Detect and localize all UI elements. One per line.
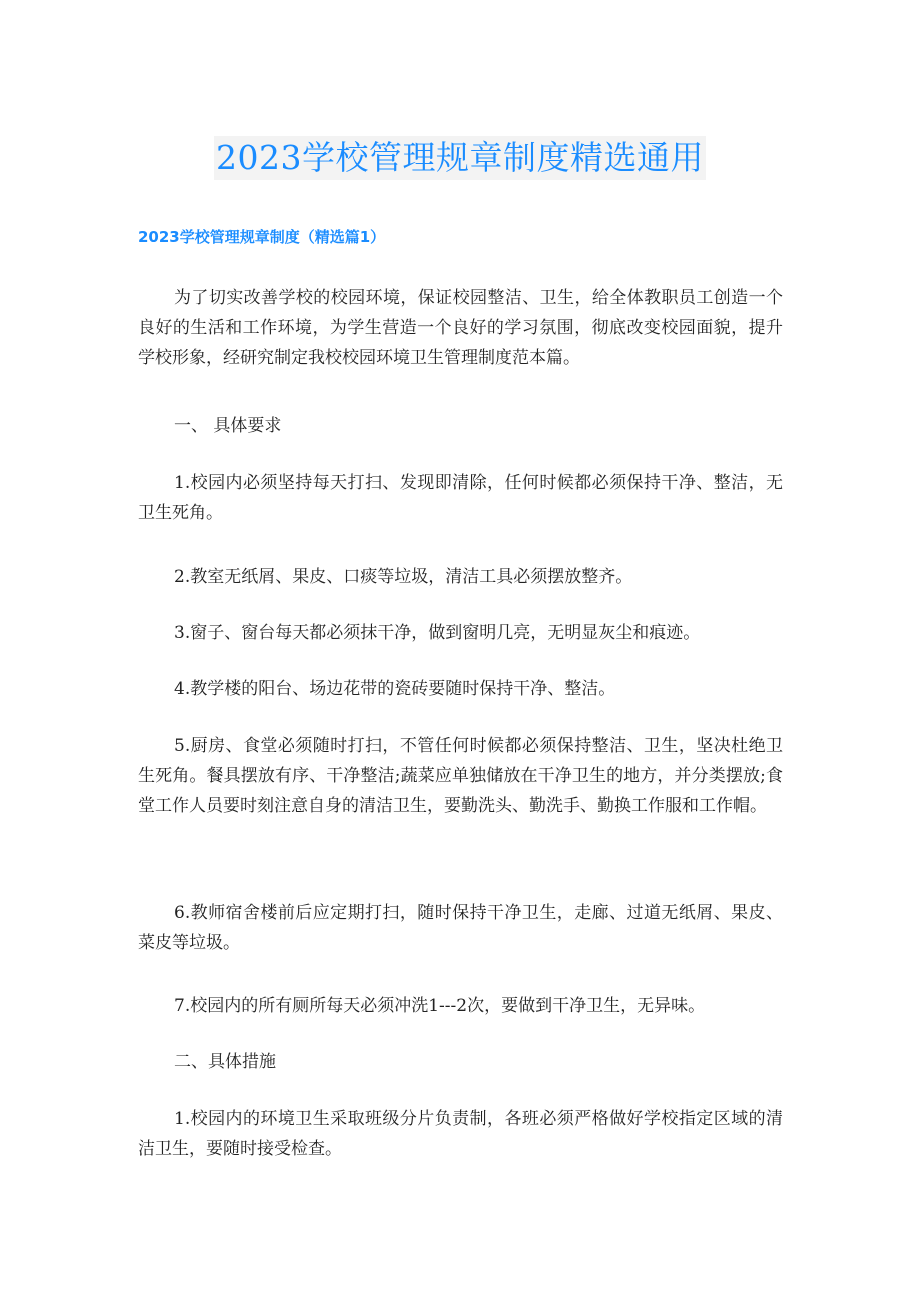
requirement-item-5: 5.厨房、食堂必须随时打扫，不管任何时候都必须保持整洁、卫生，坚决杜绝卫生死角。餐具摆放有序、干净整洁;蔬菜应单独储放在干净卫生的地方，并分类摆放;食堂工作人员要时刻注意自身的清洁卫生，要勤洗头、勤洗手、勤换工作服和工作帽。 — [138, 736, 783, 816]
document-title: 2023学校管理规章制度精选通用 — [214, 136, 706, 180]
title-container — [0, 136, 920, 180]
subheading-requirements: 一、 具体要求 — [174, 416, 282, 436]
requirement-item-6: 6.教师宿舍楼前后应定期打扫，随时保持干净卫生，走廊、过道无纸屑、果皮、菜皮等垃圾。 — [138, 903, 783, 953]
measure-item-1: 1.校园内的环境卫生采取班级分片负责制，各班必须严格做好学校指定区域的清洁卫生，要随时接受检查。 — [138, 1109, 783, 1159]
section-heading: 2023学校管理规章制度（精选篇1） — [138, 228, 386, 246]
requirement-item-7: 7.校园内的所有厕所每天必须冲洗1---2次，要做到干净卫生，无异味。 — [174, 996, 706, 1016]
requirement-item-3: 3.窗子、窗台每天都必须抹干净，做到窗明几亮，无明显灰尘和痕迹。 — [174, 623, 701, 643]
requirement-item-2: 2.教室无纸屑、果皮、口痰等垃圾，清洁工具必须摆放整齐。 — [174, 567, 633, 587]
requirement-item-1: 1.校园内必须坚持每天打扫、发现即清除，任何时候都必须保持干净、整洁，无卫生死角。 — [138, 473, 783, 523]
intro-paragraph: 为了切实改善学校的校园环境，保证校园整洁、卫生，给全体教职员工创造一个良好的生活和工作环境，为学生营造一个良好的学习氛围，彻底改变校园面貌，提升学校形象，经研究制定我校校园环境卫生管理制度范本篇。 — [138, 288, 783, 368]
subheading-measures: 二、具体措施 — [174, 1052, 276, 1072]
requirement-item-4: 4.教学楼的阳台、场边花带的瓷砖要随时保持干净、整洁。 — [174, 679, 616, 699]
